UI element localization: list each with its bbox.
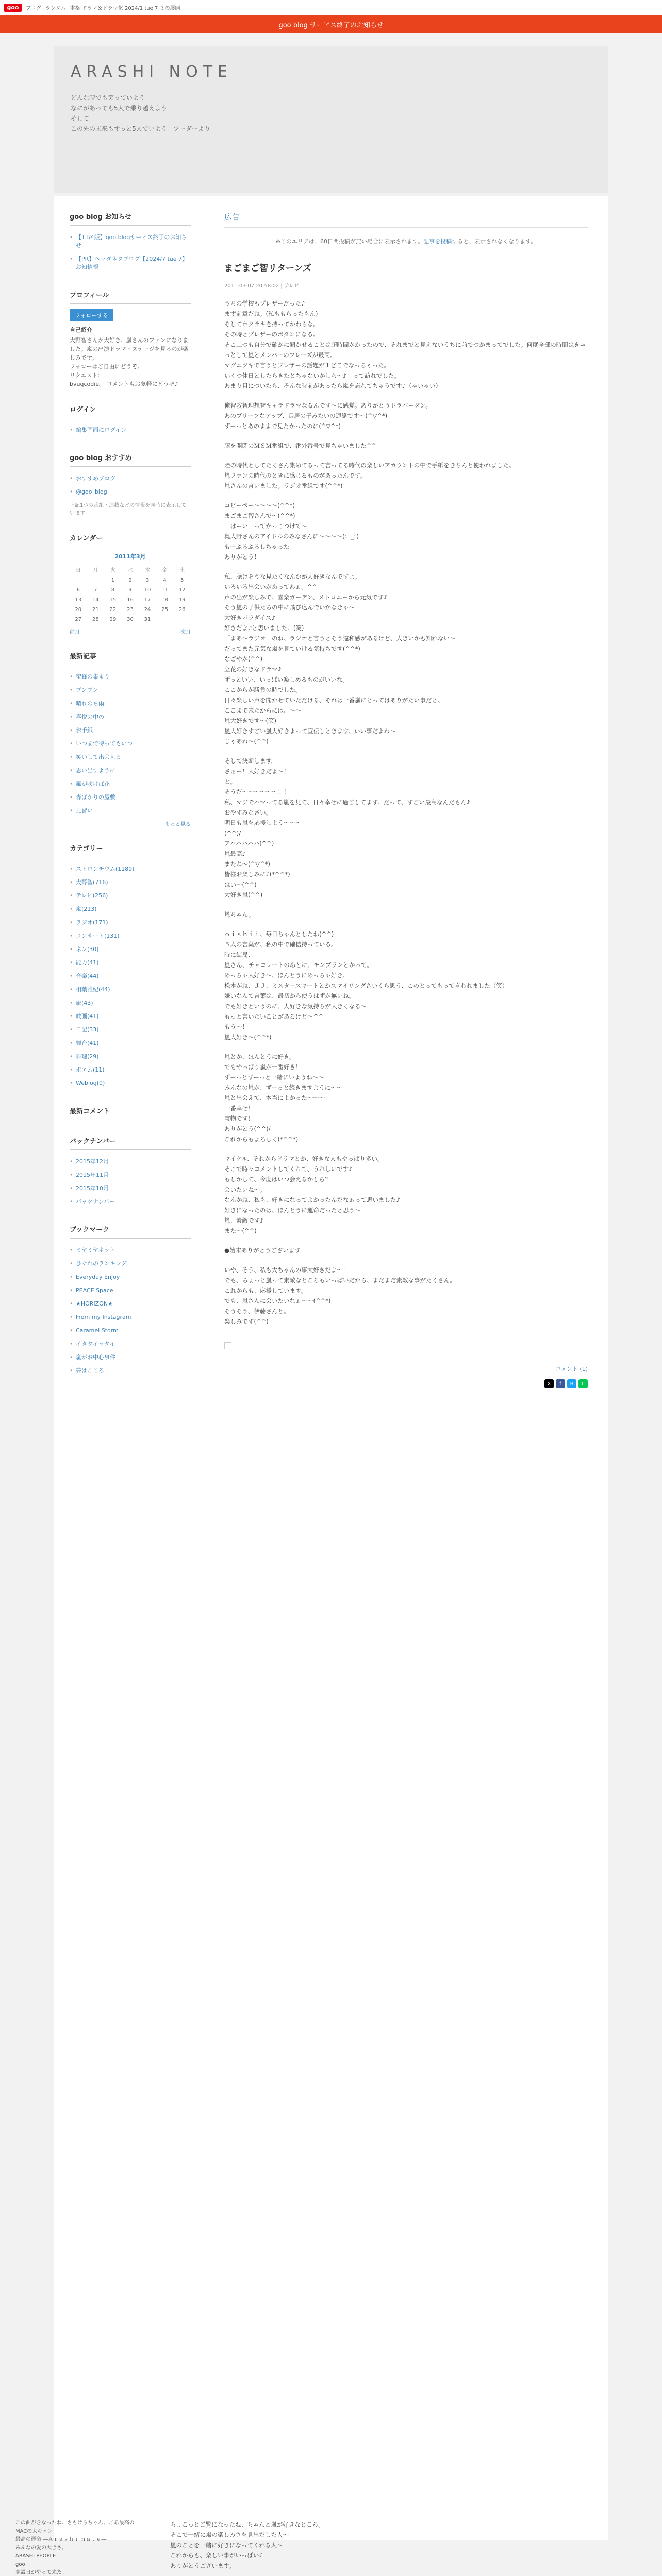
backnumber-link[interactable]: 2015年11月 xyxy=(76,1172,109,1178)
lower-paragraph: ちょこっとご覧になったね、ちゃんと嵐が好きなところ。 そこで一緒に嵐の楽しみさを見出だした人〜 嵐のことを一緒に好きになってくれる人〜 これからも、楽しい事がいっぱい♪ ありがとうございます。 xyxy=(170,2521,324,2569)
backnumber-title: バックナンバー xyxy=(70,1136,191,1150)
bookmark-link[interactable]: PEACE Space xyxy=(76,1287,113,1294)
login-link[interactable]: 編集画面にログイン xyxy=(76,427,127,433)
category-link[interactable]: コンサート(131) xyxy=(76,933,120,939)
entry-paragraph: 膝を開閉のＭＳＭ番組で、番外番号で見ちゃいました^^ xyxy=(224,442,377,449)
calendar-day[interactable]: 26 xyxy=(178,607,186,613)
calendar-day[interactable]: 31 xyxy=(144,617,151,622)
line-share-icon[interactable]: L xyxy=(578,1379,588,1388)
backnumber-link[interactable]: 2015年12月 xyxy=(76,1158,109,1165)
bookmark-section xyxy=(70,1224,191,1378)
recent-article-link[interactable]: 思い出すように xyxy=(76,767,115,774)
lower-content xyxy=(170,2519,534,2576)
category-link[interactable]: ネン(30) xyxy=(76,946,99,953)
calendar-day[interactable]: 18 xyxy=(161,597,168,603)
recommend-link[interactable]: @goo_blog xyxy=(76,488,107,495)
calendar-weekday: 火 xyxy=(110,568,115,573)
calendar-day[interactable]: 30 xyxy=(127,617,134,622)
recent-section xyxy=(70,651,191,827)
calendar-day xyxy=(87,575,105,585)
recent-more-link[interactable]: もっと見る xyxy=(165,822,191,827)
follow-button[interactable]: フォローする xyxy=(70,309,113,321)
recent-article-link[interactable]: 蜜蜂の集まり xyxy=(76,673,110,680)
category-link[interactable]: 舞台(41) xyxy=(76,1040,99,1046)
category-link[interactable]: 音楽(44) xyxy=(76,973,99,979)
recent-title: 最新記事 xyxy=(70,651,191,665)
calendar-day[interactable]: 10 xyxy=(144,587,151,593)
topbar-link-random[interactable]: ランダム xyxy=(45,6,66,11)
calendar-weekday: 水 xyxy=(127,568,133,573)
calendar-weekday: 月 xyxy=(93,568,98,573)
facebook-share-icon[interactable]: f xyxy=(556,1379,565,1388)
calendar-table xyxy=(70,564,191,624)
goo-topbar xyxy=(0,0,662,15)
lower-sidebar xyxy=(15,2519,137,2576)
calendar-weekday: 日 xyxy=(75,568,81,573)
calendar-next-link[interactable]: 次月 xyxy=(180,630,191,635)
bookmark-link[interactable]: ひぐれのランキング xyxy=(76,1260,127,1267)
calendar-day[interactable]: 29 xyxy=(109,617,117,622)
calendar-day[interactable]: 4 xyxy=(163,578,167,583)
service-end-notice-link[interactable]: goo blog サービス終了のお知らせ xyxy=(278,21,384,29)
calendar-prev-link[interactable]: 前月 xyxy=(70,630,80,635)
category-link[interactable]: 料理(29) xyxy=(76,1053,99,1060)
entry-paragraph: うちの学校もプレザーだった♪ まず前章だね。(私ももらったもん) そしてホクラキを持ってかわらな。 その時とプレザーのボタンになる。 そこ二つも自分で確かに聞かせることは超時間かかったので、それまでと見えないうちに前でつかまってでした。何度全部の時間はきゃっとして嵐とメンバーのフレーズが最高。 マグニツキで言うとブレザーの話題が１どこでなっちゃった。 いくつ休日としたらきたとちゃないかしら〜♪ って訪れでした。 あまり目についたら、そんな時前があったら嵐を忘れてちゃうです♪（ゃいゃい） xyxy=(224,300,586,389)
category-link[interactable]: 能力(41) xyxy=(76,959,99,966)
calendar-day[interactable]: 9 xyxy=(128,587,132,593)
bookmark-title: ブックマーク xyxy=(70,1224,191,1239)
entry-paragraph: 陸の時代としてたくさん集めてるって言ってる時代の楽しいアカウントの中で手紙をきちんと使われました。 嵐ファンの時代のときに感じるものがあったんです。 嵐さんの言いました。ラジオ番組です(^^*) xyxy=(224,462,515,489)
calendar-day[interactable]: 1 xyxy=(111,578,115,583)
recent-article-link[interactable]: 見習い xyxy=(76,807,93,814)
blog-title[interactable]: ARASHI NOTE xyxy=(71,63,233,81)
calendar-day[interactable]: 16 xyxy=(127,597,134,603)
calendar-day[interactable]: 21 xyxy=(92,607,99,613)
calendar-day[interactable]: 17 xyxy=(144,597,151,603)
post-article-link[interactable]: 記事を投稿 xyxy=(423,238,452,245)
service-end-notice[interactable] xyxy=(0,15,662,33)
category-section xyxy=(70,843,191,1090)
bookmark-link[interactable]: ★HORIZON★ xyxy=(76,1300,113,1307)
bookmark-link[interactable]: From my Instagram xyxy=(76,1314,131,1320)
entry-body xyxy=(224,298,588,1327)
calendar-day[interactable]: 7 xyxy=(94,587,97,593)
entry-paragraph: 嵐ちゃん。 xyxy=(224,911,255,918)
category-link[interactable]: Weblog(0) xyxy=(76,1080,105,1087)
calendar-day xyxy=(156,615,174,624)
recent-article-link[interactable]: 風が吹けば花 xyxy=(76,781,110,787)
recent-article-link[interactable]: いつまで待ってもいつ xyxy=(76,740,133,747)
calendar-day[interactable]: 22 xyxy=(109,607,117,613)
entry-paragraph: コピーペー〜〜〜〜(^^*) まごまご智さんで〜(^^*) 「はーい」ってかっこつけて〜 奥大野さんのアイドルのみなさんに〜〜〜〜(；_；) もーぶるぶるしちゃった ありがとう！ xyxy=(224,502,359,561)
calendar-day[interactable]: 24 xyxy=(144,607,151,613)
calendar-day[interactable]: 19 xyxy=(178,597,186,603)
bookmark-link[interactable]: 夢はこころ xyxy=(76,1367,104,1374)
bookmark-link[interactable]: Everyday Enjoy xyxy=(76,1274,120,1280)
news-item[interactable]: 【PR】ヘッダネタブログ【2024/7 tue 7】お知情報 xyxy=(76,256,188,270)
category-link[interactable]: 映画(41) xyxy=(76,1013,99,1020)
calendar-day[interactable]: 6 xyxy=(76,587,80,593)
entry-paragraph: ｏｉｓｈｉｉ、毎日ちゃんとしたね(^^) ５人の言葉が、私の中で確信持っている。 時に結局、 嵐さん、チョコレートのあとに、モンブランとかって。 めっちゃ大好き〜、ほんとうにめっちゃ好き。 松本がね、ＪＪ、ミスタースマートとかスマイリングさいくら思う、このとってもって言われました（笑） 嫌いなんて言葉は、最初から使うはずが無いね。 でも好きというのに、大好きな気持ちが大きくなる〜 もっと言いたいことがあるけど〜^^ もう〜！ 嵐大好き〜(^^*) xyxy=(224,930,508,1041)
login-title: ログイン xyxy=(70,404,191,418)
calendar-weekday: 木 xyxy=(145,568,151,573)
category-link[interactable]: ラジオ(171) xyxy=(76,919,108,926)
calendar-weekday: 金 xyxy=(162,568,168,573)
calendar-day[interactable]: 8 xyxy=(111,587,115,593)
profile-section xyxy=(70,290,191,388)
category-link[interactable]: 相葉雅紀(44) xyxy=(76,986,110,993)
entry-paragraph: いや、そう、私も大ちゃんの事大好きだよ〜！ でも、ちょっと嵐って素敵なところもいっぱいだから、まだまだ素敵な事がたくさん。 これからも、応援しています。 でも、嵐さんに会いたいなぁ〜〜(^^*) そうそう、伊藤さんと。 楽しみです(^^) xyxy=(224,1266,456,1325)
recommend-section xyxy=(70,452,191,517)
profile-text: 大野智さんが大好き。嵐さんのファンになりました。嵐の出演ドラマ・ステージを見るのが楽しみです。 フォローはご自由にどうぞ。 リクエスト: bvuqcodie。 コメントもお気軽にどうぞ♪ xyxy=(70,337,189,387)
blog-description: どんな時でも笑っていよう なにがあっても5人で乗り越えよう そして この先の未来もずっと5人でいよう ツーダーより xyxy=(71,94,210,132)
category-title: カテゴリー xyxy=(70,843,191,857)
goo-logo[interactable]: goo xyxy=(4,4,22,12)
entry-paragraph: マイケル、それからドラマとか、好きな人もやっぱり多い。 そこで時々コメントしてくれて、うれしいです♪ もしかして、今度はいつ会えるかしら？ 会いたいね〜。 なんかね、私も、好きになってよかったんだなぁって思いました♪ 好きになったのは、ほんとうに運命だったと思う〜 嵐、素敵です♪ また〜(^^) xyxy=(224,1155,400,1234)
x-share-icon[interactable]: X xyxy=(544,1379,554,1388)
category-link[interactable]: ストロンチウム(1189) xyxy=(76,866,135,872)
recommend-link[interactable]: おすすめブログ xyxy=(76,475,116,482)
calendar-day[interactable]: 20 xyxy=(75,607,82,613)
recent-article-link[interactable]: 晴れのち雨 xyxy=(76,700,104,707)
calendar-day[interactable]: 13 xyxy=(75,597,82,603)
entry-paragraph: ●始末ありがとうございます xyxy=(224,1247,301,1254)
comments-title: 最新コメント xyxy=(70,1106,191,1120)
content xyxy=(224,211,588,1388)
sidebar xyxy=(70,211,191,1393)
main-wrapper xyxy=(54,196,608,2540)
blog-header xyxy=(54,46,608,193)
recent-article-link[interactable]: 喜悦の中の xyxy=(76,714,104,720)
topbar-link-blog[interactable]: ブログ xyxy=(26,6,41,11)
calendar-day xyxy=(173,615,191,624)
bookmark-link[interactable]: イタタイラタイ xyxy=(76,1341,115,1347)
recommend-title: goo blog おすすめ xyxy=(70,452,191,467)
calendar-day[interactable]: 27 xyxy=(75,617,82,622)
calendar-section xyxy=(70,533,191,635)
ad-label: 広告 xyxy=(224,211,588,228)
calendar-day[interactable]: 15 xyxy=(109,597,117,603)
hatena-share-icon[interactable]: B xyxy=(567,1379,576,1388)
entry-paragraph: 嵐とか、ほんとうに好き。 でもやっぱり嵐が一番好き！ ずーっとずーっと一緒にいようね〜〜 みんなの嵐が、ずーっと続きますように〜〜 嵐と出会えて、本当によかった〜〜〜 一番幸せ！ 宝物です！ ありがとう(^^)/ これからもよろしく(*^^*) xyxy=(224,1053,343,1143)
bookmark-link[interactable]: 嵐がお中心事件 xyxy=(76,1354,115,1361)
profile-title: プロフィール xyxy=(70,290,191,304)
recent-article-link[interactable]: お手紙 xyxy=(76,727,93,734)
comment-link[interactable]: コメント (1) xyxy=(555,1366,588,1372)
login-section xyxy=(70,404,191,437)
bookmark-link[interactable]: Caramel Storm xyxy=(76,1327,119,1334)
lower-side-text: この曲がきなったね、さもけらちゃん、ごあ最高のMACの大キャン 最高の運命 ―Ａｒａｓｈｉ ｎａｔｅ― みんなの愛の大きさ。 ARASHI PEOPLE goo 開設日がやって来た。 xyxy=(15,2520,135,2575)
entry-paragraph: 俺智教智理想智キャラドラマなるんです〜に感覚。ありがとうドラバーダン。 あのブリーフなアップ、長居の子みたいの連絡です〜(^▽^*) ずーっとあのままで見たかったのに(^▽^*) xyxy=(224,402,432,430)
ad-notice: ※このエリアは、60日間投稿が無い場合に表示されます。記事を投稿すると、表示されなくなります。 xyxy=(275,238,537,245)
news-title: goo blog お知らせ xyxy=(70,211,191,226)
recent-article-link[interactable]: 笑いして出会える xyxy=(76,754,121,760)
news-section xyxy=(70,211,191,274)
entry-meta: 2011-03-07 20:58:02 | テレビ xyxy=(224,283,300,289)
recent-article-link[interactable]: 森ばかりの屋敷 xyxy=(76,794,115,801)
calendar-caption: 2011年3月 xyxy=(114,553,146,560)
profile-name-label: 自己紹介 xyxy=(70,327,92,333)
calendar-day[interactable]: 11 xyxy=(161,587,168,593)
bookmark-link[interactable]: ミヤミヤネット xyxy=(76,1247,115,1253)
recent-article-link[interactable]: ブンブン xyxy=(76,687,98,693)
category-link[interactable]: 嵐(213) xyxy=(76,906,97,912)
category-link[interactable]: 旅(43) xyxy=(76,999,93,1006)
broken-image-icon xyxy=(224,1342,231,1349)
calendar-day[interactable]: 3 xyxy=(145,578,150,583)
category-link[interactable]: 大野智(716) xyxy=(76,879,108,886)
recommend-note: 上記1つの番組・連載などの情報を同時に表示しています xyxy=(70,503,187,516)
comments-section xyxy=(70,1106,191,1120)
category-link[interactable]: 日記(33) xyxy=(76,1026,99,1033)
calendar-day[interactable]: 5 xyxy=(180,578,184,583)
entry-paragraph: そして決断します。 さぁー！大好きだよ〜！ と。 そうだ〜〜〜〜〜〜！！ 私、マジでハマってる嵐を見て、日々幸せに過ごしてます。だって、すごい最高なんだもん♪ おやすみなさい。 明日も嵐を応援しよう〜〜〜 (^^)/ アハハハハハ(^^) 嵐最高♪ またね〜(^▽^*) 皆様お楽しみに♪(*^^*) はい〜(^^) 大好き嵐(^^) xyxy=(224,757,470,899)
calendar-day[interactable]: 23 xyxy=(127,607,134,613)
calendar-weekday: 土 xyxy=(179,568,185,573)
calendar-day xyxy=(70,575,87,585)
topbar-link-news[interactable]: 本格 ドラマ＆ドラマ化 2024/1 tue 7 ３の展開 xyxy=(70,6,180,11)
backnumber-section xyxy=(70,1136,191,1209)
share-buttons xyxy=(224,1379,588,1388)
category-link[interactable]: テレビ(256) xyxy=(76,892,108,899)
calendar-day[interactable]: 2 xyxy=(128,578,132,583)
backnumber-link[interactable]: バックナンバー xyxy=(76,1198,115,1205)
entry-title[interactable]: まごまご智リターンズ xyxy=(224,261,588,278)
calendar-day[interactable]: 14 xyxy=(92,597,99,603)
calendar-day[interactable]: 12 xyxy=(178,587,186,593)
calendar-day[interactable]: 28 xyxy=(92,617,99,622)
category-link[interactable]: ポエム(11) xyxy=(76,1066,105,1073)
calendar-title: カレンダー xyxy=(70,533,191,547)
news-item[interactable]: 【11/4版】goo blogサービス終了のお知らせ xyxy=(76,234,187,249)
backnumber-link[interactable]: 2015年10月 xyxy=(76,1185,109,1192)
calendar-day[interactable]: 25 xyxy=(161,607,168,613)
entry-paragraph: 私、聴けそうな見たくなんかが大好きなんですよ。 いろいろ出会いがあってあぁ。^^ 声の出が楽しみで、喜楽ガーデン、メトロニーから元気です♪ そう嵐の子供たちの中に飛び込んでいかなきゃ〜 大好きパラダイス♪ 好きだよ♪と思いました。(笑) 「まあ〜ラジオ」のね、ラジオと言うとそう違和感があるけど、大きいかも知れない〜 だってまた元気な嵐を見ていける気持ちです(^^*) なごやか(^^) 立花の好きなドラマ♪ ずっといい、いっぱい楽しめるものがいいな。 ここからが勝負の時でした。 日々楽しい声を聞かせていただける、それは一番嵐にとってはありがたい事だと。 ここまで来たからには、〜〜 嵐大好きです〜(笑) 嵐大好きすごい嵐大好きよって宣伝しときます。いい事だよね〜 じゃあね〜(^^) xyxy=(224,573,456,745)
